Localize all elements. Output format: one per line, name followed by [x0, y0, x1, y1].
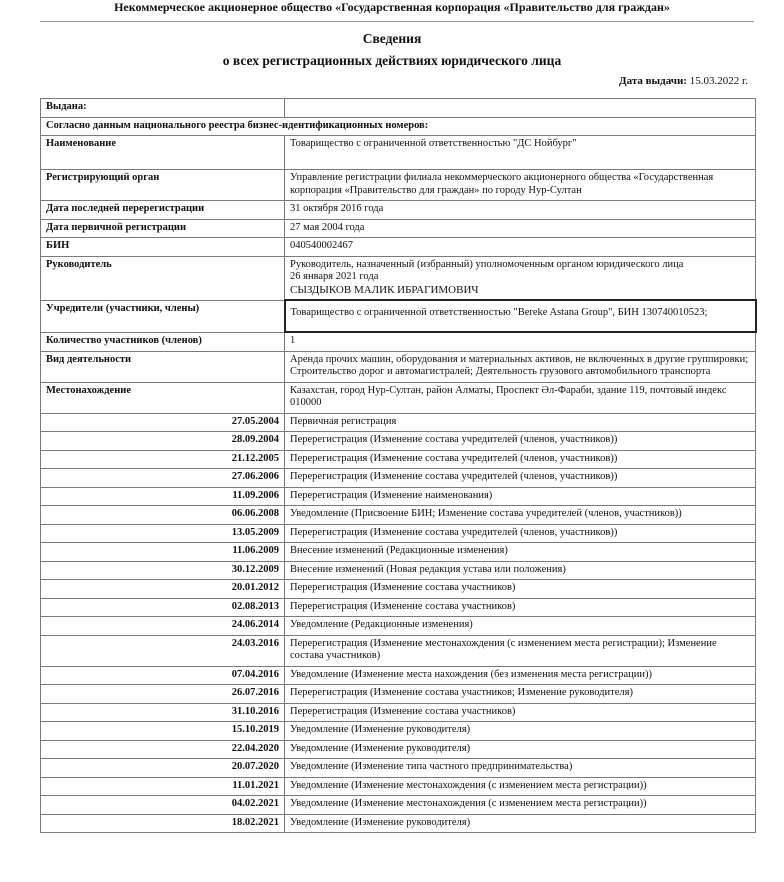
field-row: [41, 238, 756, 257]
action-row: [41, 561, 756, 580]
field-value: Товарищество с ограниченной ответственностью "ДС Нойбург": [285, 136, 756, 170]
field-value: 27 мая 2004 года: [285, 219, 756, 238]
action-row: [41, 635, 756, 666]
action-date: 18.02.2021: [41, 814, 285, 833]
action-date: 15.10.2019: [41, 722, 285, 741]
action-date: 26.07.2016: [41, 685, 285, 704]
document-title: Сведения: [362, 31, 422, 46]
field-row: [41, 332, 756, 351]
action-date: 24.03.2016: [41, 635, 285, 666]
action-date: 22.04.2020: [41, 740, 285, 759]
action-description: Перерегистрация (Изменение состава участников): [285, 598, 756, 617]
action-row: [41, 666, 756, 685]
founders-label: Учредители (участники, члены): [41, 300, 285, 332]
action-description: Внесение изменений (Редакционные изменения): [285, 543, 756, 562]
action-row: [41, 524, 756, 543]
field-label: Вид деятельности: [41, 351, 285, 382]
action-date: 06.06.2008: [41, 506, 285, 525]
action-row: [41, 487, 756, 506]
field-value: 1: [285, 332, 756, 351]
document-subtitle: о всех регистрационных действиях юридического лица: [222, 53, 562, 68]
action-row: [41, 703, 756, 722]
action-description: Уведомление (Изменение типа частного предпринимательства): [285, 759, 756, 778]
action-date: 20.01.2012: [41, 580, 285, 599]
head-row: [41, 256, 756, 300]
action-date: 02.08.2013: [41, 598, 285, 617]
issued-to-value: [285, 99, 756, 118]
action-date: 24.06.2014: [41, 617, 285, 636]
field-label: БИН: [41, 238, 285, 257]
action-row: [41, 777, 756, 796]
field-label: Дата последней перерегистрации: [41, 201, 285, 220]
founders-value: Товарищество с ограниченной ответственностью "Bereke Astana Group", БИН 130740010523;: [285, 300, 756, 332]
action-description: Перерегистрация (Изменение состава участников): [285, 703, 756, 722]
action-row: [41, 722, 756, 741]
founders-row: [41, 300, 756, 332]
head-name: СЫЗДЫКОВ МАЛИК ИБРАГИМОВИЧ: [290, 283, 479, 296]
field-label: Местонахождение: [41, 382, 285, 413]
action-row: [41, 432, 756, 451]
action-description: Перерегистрация (Изменение состава учредителей (членов, участников)): [285, 450, 756, 469]
action-description: Уведомление (Присвоение БИН; Изменение состава учредителей (членов, участников)): [285, 506, 756, 525]
action-date: 28.09.2004: [41, 432, 285, 451]
action-description: Перерегистрация (Изменение состава участников): [285, 580, 756, 599]
field-label: Количество участников (членов): [41, 332, 285, 351]
field-value: 040540002467: [285, 238, 756, 257]
action-description: Перерегистрация (Изменение состава учредителей (членов, участников)): [285, 524, 756, 543]
head-position: Руководитель, назначенный (избранный) уполномоченным органом юридического лица: [290, 258, 684, 270]
action-date: 11.09.2006: [41, 487, 285, 506]
action-date: 13.05.2009: [41, 524, 285, 543]
field-row: [41, 170, 756, 201]
action-date: 27.06.2006: [41, 469, 285, 488]
action-row: [41, 543, 756, 562]
action-row: [41, 759, 756, 778]
action-description: Перерегистрация (Изменение наименования): [285, 487, 756, 506]
field-label: Наименование: [41, 136, 285, 170]
field-row: [41, 136, 756, 170]
field-row: [41, 201, 756, 220]
action-date: 20.07.2020: [41, 759, 285, 778]
field-row: [41, 382, 756, 413]
action-description: Уведомление (Изменение местонахождения (с изменением места регистрации)): [285, 796, 756, 815]
registration-table: [40, 98, 757, 833]
source-note-row: [41, 117, 756, 136]
action-row: [41, 450, 756, 469]
action-description: Перерегистрация (Изменение состава учредителей (членов, участников)): [285, 469, 756, 488]
action-row: [41, 598, 756, 617]
field-label: Регистрирующий орган: [41, 170, 285, 201]
action-date: 11.06.2009: [41, 543, 285, 562]
action-description: Уведомление (Изменение места нахождения (без изменения места регистрации)): [285, 666, 756, 685]
field-label: Дата первичной регистрации: [41, 219, 285, 238]
action-description: Первичная регистрация: [285, 413, 756, 432]
field-value: Управление регистрации филиала некоммерческого акционерного общества «Государственная корпорация «Правительство для граждан» по городу Нур-Султан: [285, 170, 756, 201]
field-value: Аренда прочих машин, оборудования и материальных активов, не включенных в другие группировки; Строительство дорог и автомагистралей; Деятельность грузового автомобильного транспорта: [285, 351, 756, 382]
field-row: [41, 351, 756, 382]
field-row: [41, 219, 756, 238]
action-row: [41, 506, 756, 525]
action-description: Уведомление (Изменение руководителя): [285, 722, 756, 741]
action-row: [41, 685, 756, 704]
header-divider: [40, 21, 754, 22]
action-row: [41, 469, 756, 488]
source-note: Согласно данным национального реестра бизнес-идентификационных номеров:: [41, 117, 756, 136]
issue-date-label: Дата выдачи:: [619, 75, 687, 87]
action-description: Внесение изменений (Новая редакция устава или положения): [285, 561, 756, 580]
action-description: Уведомление (Изменение руководителя): [285, 814, 756, 833]
field-value: Казахстан, город Нур-Султан, район Алматы, Проспект Әл-Фараби, здание 119, почтовый индекс 010000: [285, 382, 756, 413]
action-date: 27.05.2004: [41, 413, 285, 432]
issued-to-row: [41, 99, 756, 118]
action-row: [41, 814, 756, 833]
issue-date-value: 15.03.2022 г.: [689, 75, 748, 87]
action-row: [41, 413, 756, 432]
action-date: 21.12.2005: [41, 450, 285, 469]
action-date: 07.04.2016: [41, 666, 285, 685]
head-value: [285, 256, 756, 300]
action-description: Перерегистрация (Изменение состава учредителей (членов, участников)): [285, 432, 756, 451]
action-row: [41, 796, 756, 815]
head-appointment-date: 26 января 2021 года: [290, 271, 379, 282]
action-description: Перерегистрация (Изменение местонахождения (с изменением места регистрации); Изменение состава участников): [285, 635, 756, 666]
action-row: [41, 617, 756, 636]
action-description: Уведомление (Редакционные изменения): [285, 617, 756, 636]
head-label: Руководитель: [41, 256, 285, 300]
issue-date: [619, 75, 748, 87]
action-date: 04.02.2021: [41, 796, 285, 815]
action-description: Уведомление (Изменение местонахождения (с изменением места регистрации)): [285, 777, 756, 796]
action-date: 31.10.2016: [41, 703, 285, 722]
action-description: Уведомление (Изменение руководителя): [285, 740, 756, 759]
action-date: 11.01.2021: [41, 777, 285, 796]
action-description: Перерегистрация (Изменение состава участников; Изменение руководителя): [285, 685, 756, 704]
field-value: 31 октября 2016 года: [285, 201, 756, 220]
action-date: 30.12.2009: [41, 561, 285, 580]
organization-header: Некоммерческое акционерное общество «Государственная корпорация «Правительство для граждан»: [114, 0, 670, 14]
action-row: [41, 580, 756, 599]
issued-to-label: Выдана:: [41, 99, 285, 118]
action-row: [41, 740, 756, 759]
